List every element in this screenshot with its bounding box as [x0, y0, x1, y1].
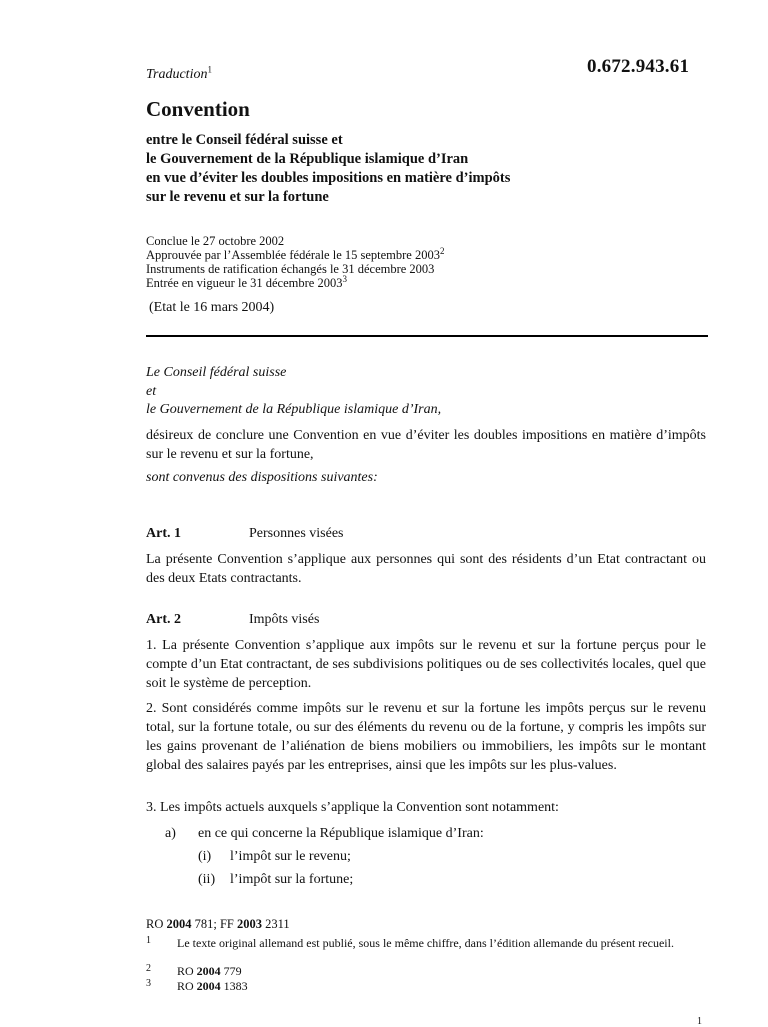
article-1-number: Art. 1	[146, 526, 181, 541]
list-item-i-text: l’impôt sur le revenu;	[230, 849, 351, 864]
document-subtitle	[146, 131, 510, 207]
date-conclue: Conclue le 27 octobre 2002	[146, 234, 285, 248]
subtitle-line: en vue d’éviter les doubles impositions en matière d’impôts	[146, 170, 511, 186]
date-instruments: Instruments de ratification échangés le 31 décembre 2003	[146, 262, 435, 276]
document-title: Convention	[146, 97, 250, 121]
preamble-convenus: sont convenus des dispositions suivantes:	[146, 470, 378, 485]
page-number: 1	[697, 1016, 702, 1027]
preamble-party-2: le Gouvernement de la République islamique d’Iran,	[146, 402, 442, 417]
date-approuvee: Approuvée par l’Assemblée fédérale le 15 septembre 2003$^2$	[146, 245, 445, 262]
footnote-3-number: 3	[146, 978, 151, 989]
date-entree: Entrée en vigueur le 31 décembre 2003$^3$	[146, 273, 347, 290]
article-2-number: Art. 2	[146, 612, 181, 627]
footnote-1-number: 1	[146, 935, 151, 946]
footnote-2-text: RO 2004 779	[177, 964, 242, 978]
list-item-i-label: (i)	[198, 849, 212, 864]
article-1-text: La présente Convention s’applique aux personnes qui sont des résidents d’un Etat contractant ou des deux Etats contractants.	[146, 552, 706, 586]
article-2-title: Impôts visés	[249, 612, 320, 627]
list-item-a-label: a)	[165, 826, 176, 841]
list-item-a-text: en ce qui concerne la République islamique d’Iran:	[198, 826, 484, 841]
preamble-and: et	[146, 384, 157, 399]
subtitle-line: entre le Conseil fédéral suisse et	[146, 132, 343, 148]
footnote-3-text: RO 2004 1383	[177, 979, 248, 993]
article-2-paragraph-1: 1. La présente Convention s’applique aux impôts sur le revenu et sur la fortune perçus pour le compte d’un Etat contractant, de ses subdivisions politiques ou de ses collectivités locales, quel que soit le système de perception.	[146, 638, 706, 691]
list-item-ii-text: l’impôt sur la fortune;	[230, 872, 354, 887]
footnote-ref-3: 3	[342, 273, 347, 284]
preamble-party-1: Le Conseil fédéral suisse	[146, 365, 287, 380]
dates-block	[146, 234, 444, 290]
article-2-paragraph-3: 3. Les impôts actuels auxquels s’applique la Convention sont notamment:	[146, 800, 559, 815]
footnote-1-text: Le texte original allemand est publié, sous le même chiffre, dans l’édition allemande du présent recueil.	[177, 936, 674, 950]
status-date: (Etat le 16 mars 2004)	[149, 300, 275, 315]
footnote-ref-1: 1	[207, 64, 212, 75]
publication-reference: RO 2004 781; FF 2003 2311	[146, 917, 290, 931]
list-item-ii-label: (ii)	[198, 872, 216, 887]
footnote-2-number: 2	[146, 963, 151, 974]
preamble-desireux: désireux de conclure une Convention en vue d’éviter les doubles impositions en matière d’impôts sur le revenu et sur la fortune,	[146, 428, 706, 462]
subtitle-line: sur le revenu et sur la fortune	[146, 189, 329, 205]
article-1-title: Personnes visées	[249, 526, 344, 541]
subtitle-line: le Gouvernement de la République islamique d’Iran	[146, 151, 469, 167]
article-2-paragraph-2: 2. Sont considérés comme impôts sur le revenu et sur la fortune les impôts perçus sur le revenu total, sur la fortune totale, ou sur des éléments du revenu ou de la fortune, y compris les impôts sur les gains provenant de l’aliénation de biens mobiliers ou immobiliers, les impôts sur le montant global des salaires payés par les entreprises, ainsi que les impôts sur les plus-values.	[146, 701, 706, 773]
rs-reference-number: 0.672.943.61	[587, 56, 690, 77]
footnote-ref-2: 2	[439, 245, 445, 256]
translation-label: Traduction$^1$	[146, 64, 212, 82]
separator-rule	[146, 335, 708, 337]
